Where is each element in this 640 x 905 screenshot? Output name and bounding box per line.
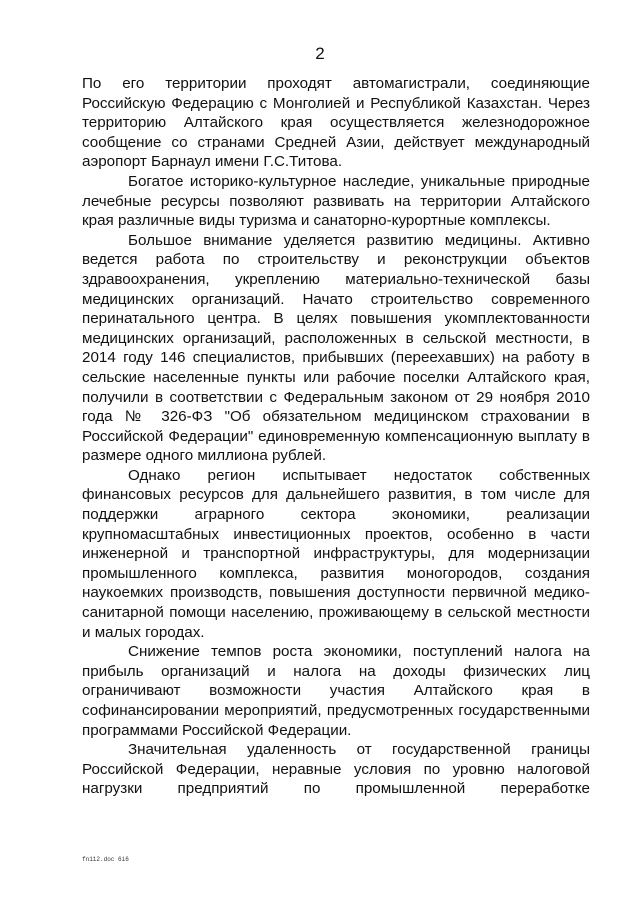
paragraph-cultural-heritage: Богатое историко-культурное наследие, уникальные природные лечебные ресурсы позволяют развивать на территории Алтайского края различные виды туризма и санаторно-курортные комплексы.	[82, 172, 590, 230]
paragraph-economic-slowdown: Снижение темпов роста экономики, поступлений налога на прибыль организаций и налога на доходы физических лиц ограничивают возможности участия Алтайского края в софинансировании мероприятий, предусмотренных государственными программами Российской Федерации.	[82, 643, 590, 739]
document-body	[82, 74, 590, 799]
paragraph-territory-transport: По его территории проходят автомагистрали, соединяющие Российскую Федерацию с Монголией и Республикой Казахстан. Через территорию Алтайского края осуществляется железнодорожное сообщение со странами Средней Азии, действует международный аэропорт Барнаул имени Г.С.Титова.	[82, 75, 590, 171]
footer-file-code: fn112.doc 6i6	[82, 856, 129, 863]
paragraph-medicine: Большое внимание уделяется развитию медицины. Активно ведется работа по строительству и реконструкции объектов здравоохранения, укреплению материально-технической базы медицинских организаций. Начато строительство современного перинатального центра. В целях повышения укомплектованности медицинских организаций, расположенных в сельской местности, в 2014 году 146 специалистов, прибывших (переехавших) на работу в сельские населенные пункты или рабочие поселки Алтайского края, получили в соответствии с Федеральным законом от 29 ноября 2010 года № 326-ФЗ "Об обязательном медицинском страховании в Российской Федерации" единовременную компенсационную выплату в размере одного миллиона рублей.	[82, 231, 590, 465]
paragraph-financial-shortage: Однако регион испытывает недостаток собственных финансовых ресурсов для дальнейшего развития, в том числе для поддержки аграрного сектора экономики, реализации крупномасштабных инвестиционных проектов, особенно в части инженерной и транспортной инфраструктуры, для модернизации промышленного комплекса, развития моногородов, создания наукоемких производств, повышения доступности первичной медико-санитарной помощи населению, проживающему в сельской местности и малых городах.	[82, 466, 590, 641]
paragraph-border-distance: Значительная удаленность от государственной границы Российской Федерации, неравные условия по уровню налоговой нагрузки предприятий по промышленной переработке	[82, 741, 590, 798]
page-number: 2	[315, 44, 325, 63]
